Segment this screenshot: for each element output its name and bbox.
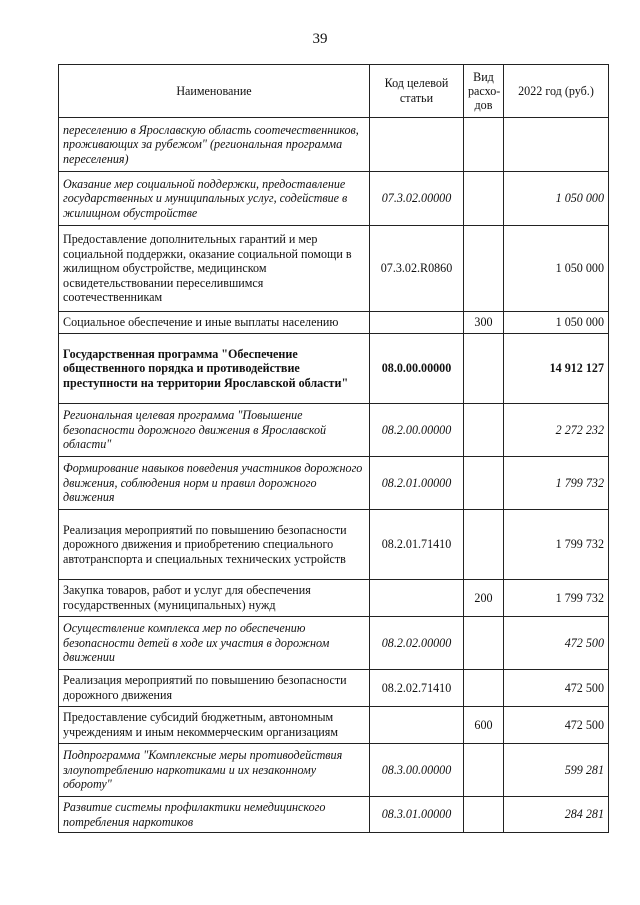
row-code: 08.2.00.00000 <box>370 404 464 457</box>
page-number: 39 <box>312 31 328 47</box>
row-name: Закупка товаров, работ и услуг для обеспечения государственных (муниципальных) нужд <box>59 580 370 617</box>
row-sum: 284 281 <box>504 797 609 833</box>
row-kind <box>464 226 504 312</box>
row-name: Предоставление субсидий бюджетным, автономным учреждениям и иным некоммерческим организациям <box>59 707 370 744</box>
budget-table <box>58 64 609 833</box>
row-code <box>370 580 464 617</box>
row-code: 08.2.01.00000 <box>370 457 464 510</box>
row-sum: 2 272 232 <box>504 404 609 457</box>
row-name: Подпрограмма "Комплексные меры противодействия злоупотреблению наркотиками и их незаконному обороту" <box>59 744 370 797</box>
row-sum <box>504 118 609 172</box>
row-sum: 472 500 <box>504 617 609 670</box>
row-kind <box>464 797 504 833</box>
row-name: Осуществление комплекса мер по обеспечению безопасности детей в ходе их участия в дорожном движении <box>59 617 370 670</box>
row-sum: 14 912 127 <box>504 334 609 404</box>
row-sum: 1 799 732 <box>504 510 609 580</box>
row-name: Региональная целевая программа "Повышение безопасности дорожного движения в Ярославской области" <box>59 404 370 457</box>
row-kind <box>464 404 504 457</box>
row-name: переселению в Ярославскую область соотечественников, проживающих за рубежом" (региональная программа переселения) <box>59 118 370 172</box>
row-kind <box>464 510 504 580</box>
table-row <box>59 404 609 457</box>
row-code: 08.2.02.71410 <box>370 670 464 707</box>
row-kind <box>464 118 504 172</box>
row-code <box>370 118 464 172</box>
row-name: Оказание мер социальной поддержки, предоставление государственных и муниципальных услуг, содействие в жилищном обустройстве <box>59 172 370 226</box>
table-row <box>59 457 609 510</box>
row-sum: 472 500 <box>504 707 609 744</box>
header-code: Код целевой статьи <box>370 65 464 118</box>
row-kind: 200 <box>464 580 504 617</box>
row-code: 08.3.00.00000 <box>370 744 464 797</box>
row-code: 08.2.02.00000 <box>370 617 464 670</box>
row-name: Предоставление дополнительных гарантий и мер социальной поддержки, оказание социальной помощи в жилищном обустройстве, медицинском освидетельствовании переселившимся соотечественникам <box>59 226 370 312</box>
table-row <box>59 118 609 172</box>
table-row <box>59 312 609 334</box>
row-code <box>370 312 464 334</box>
row-sum: 599 281 <box>504 744 609 797</box>
table-row <box>59 707 609 744</box>
table-row <box>59 172 609 226</box>
row-sum: 1 050 000 <box>504 312 609 334</box>
row-kind <box>464 670 504 707</box>
row-kind <box>464 457 504 510</box>
row-name: Реализация мероприятий по повышению безопасности дорожного движения <box>59 670 370 707</box>
row-kind <box>464 172 504 226</box>
table-row <box>59 580 609 617</box>
row-code: 08.2.01.71410 <box>370 510 464 580</box>
header-name: Наименование <box>59 65 370 118</box>
row-name: Государственная программа "Обеспечение общественного порядка и противодействие преступности на территории Ярославской области" <box>59 334 370 404</box>
header-kind: Вид расхо-дов <box>464 65 504 118</box>
row-name: Формирование навыков поведения участников дорожного движения, соблюдения норм и правил дорожного движения <box>59 457 370 510</box>
table-row <box>59 226 609 312</box>
header-sum: 2022 год (руб.) <box>504 65 609 118</box>
row-sum: 1 050 000 <box>504 226 609 312</box>
table-row <box>59 744 609 797</box>
row-kind <box>464 744 504 797</box>
table-row <box>59 670 609 707</box>
table-row <box>59 510 609 580</box>
table-header <box>59 65 609 118</box>
row-sum: 472 500 <box>504 670 609 707</box>
table-row <box>59 797 609 833</box>
row-code: 07.3.02.00000 <box>370 172 464 226</box>
row-sum: 1 799 732 <box>504 580 609 617</box>
row-code <box>370 707 464 744</box>
table-row <box>59 617 609 670</box>
row-name: Развитие системы профилактики немедицинского потребления наркотиков <box>59 797 370 833</box>
row-code: 08.3.01.00000 <box>370 797 464 833</box>
row-kind: 300 <box>464 312 504 334</box>
row-name: Реализация мероприятий по повышению безопасности дорожного движения и приобретению специального автотранспорта и специальных технических устройств <box>59 510 370 580</box>
row-kind <box>464 617 504 670</box>
row-code: 07.3.02.R0860 <box>370 226 464 312</box>
table-body <box>59 118 609 833</box>
row-name: Социальное обеспечение и иные выплаты населению <box>59 312 370 334</box>
table-row <box>59 334 609 404</box>
row-code: 08.0.00.00000 <box>370 334 464 404</box>
row-sum: 1 799 732 <box>504 457 609 510</box>
row-kind: 600 <box>464 707 504 744</box>
row-sum: 1 050 000 <box>504 172 609 226</box>
row-kind <box>464 334 504 404</box>
